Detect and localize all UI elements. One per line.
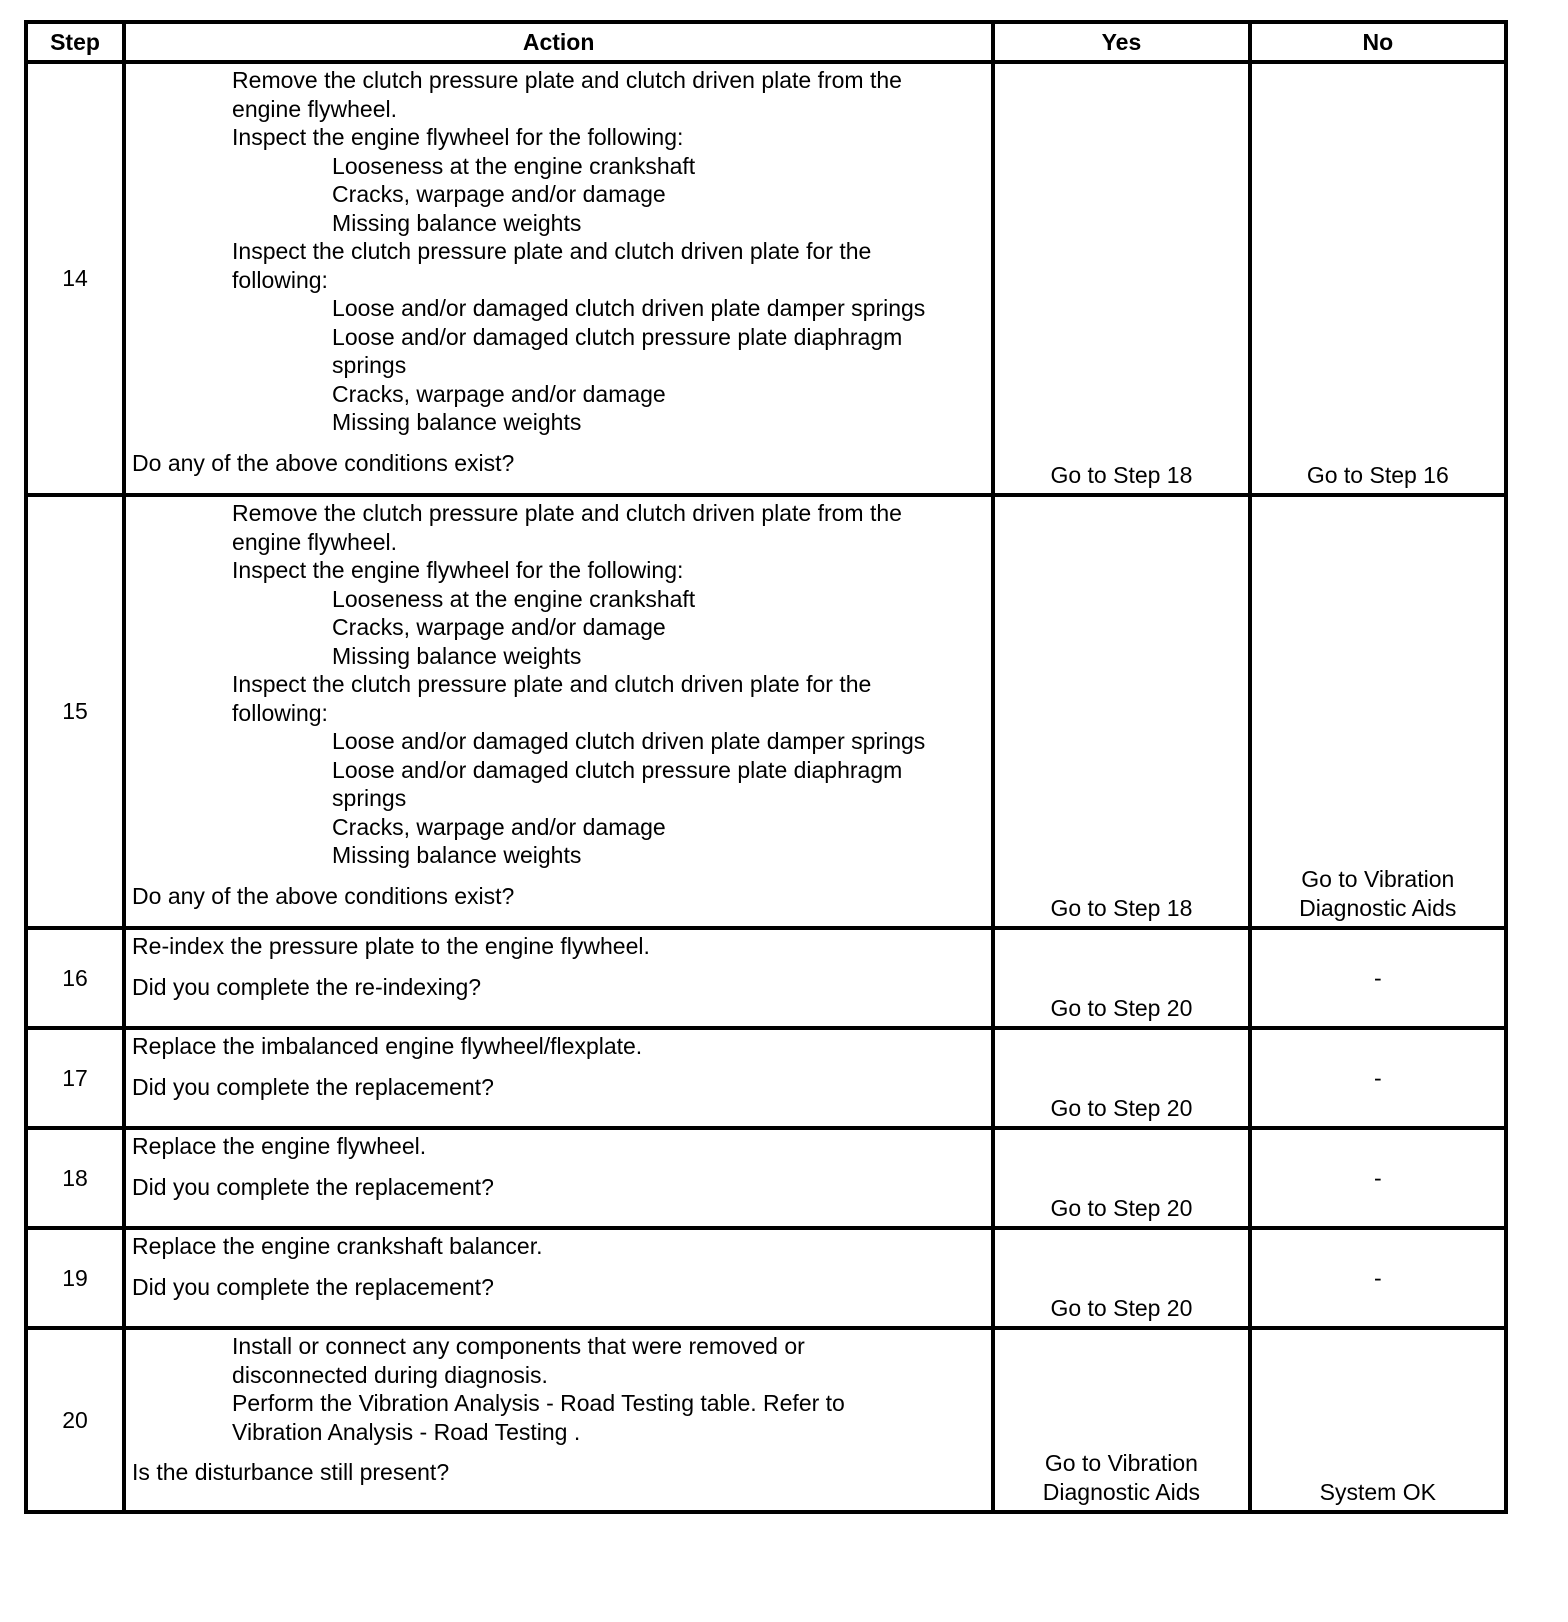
no-result: Go to Step 16 — [1250, 62, 1506, 495]
action-cell — [124, 1228, 993, 1328]
action-line: Loose and/or damaged clutch pressure plate diaphragm — [332, 323, 903, 350]
action-line: Inspect the engine flywheel for the following: — [232, 557, 684, 583]
table-row — [26, 1328, 1506, 1512]
header-yes: Yes — [993, 22, 1249, 62]
yes-result: Go to Step 20 — [993, 1028, 1249, 1128]
action-line: Loose and/or damaged clutch driven plate damper springs — [332, 295, 926, 321]
header-step: Step — [26, 22, 124, 62]
step-number: 15 — [26, 495, 124, 928]
action-line: disconnected during diagnosis. — [232, 1361, 548, 1388]
action-line: Looseness at the engine crankshaft — [332, 585, 696, 612]
action-line: Re-index the pressure plate to the engine flywheel. — [132, 933, 650, 959]
yes-result: Go to Step 18 — [993, 495, 1249, 928]
action-line: Vibration Analysis - Road Testing . — [232, 1418, 581, 1445]
action-line: Cracks, warpage and/or damage — [332, 614, 666, 640]
step-number: 20 — [26, 1328, 124, 1512]
action-line: Cracks, warpage and/or damage — [332, 181, 666, 207]
yes-result — [993, 1328, 1249, 1512]
action-line: Perform the Vibration Analysis - Road Testing table. Refer to — [232, 1390, 845, 1416]
action-line: Replace the engine crankshaft balancer. — [132, 1233, 543, 1259]
table-row — [26, 1128, 1506, 1228]
action-line: springs — [332, 352, 407, 378]
no-result-line: Diagnostic Aids — [1299, 894, 1457, 921]
action-question: Did you complete the re-indexing? — [132, 973, 482, 1000]
action-line: springs — [332, 785, 407, 811]
no-result: System OK — [1250, 1328, 1506, 1512]
action-line: Looseness at the engine crankshaft — [332, 152, 696, 179]
table-row — [26, 495, 1506, 928]
step-number: 14 — [26, 62, 124, 495]
table-row — [26, 62, 1506, 495]
action-question: Do any of the above conditions exist? — [132, 449, 515, 476]
action-question: Is the disturbance still present? — [132, 1459, 450, 1485]
action-line: engine flywheel. — [232, 528, 397, 555]
action-line: Loose and/or damaged clutch pressure plate diaphragm — [332, 756, 903, 783]
no-result-line: Go to Vibration — [1301, 866, 1455, 892]
action-line: Missing balance weights — [332, 409, 582, 435]
no-result: - — [1250, 1028, 1506, 1128]
table-row — [26, 1228, 1506, 1328]
action-line: following: — [232, 699, 328, 726]
action-line: Inspect the engine flywheel for the following: — [232, 124, 684, 150]
no-result: - — [1250, 1128, 1506, 1228]
step-number: 17 — [26, 1028, 124, 1128]
yes-result-line: Go to Vibration — [1044, 1450, 1198, 1476]
action-line: Missing balance weights — [332, 209, 582, 236]
yes-result-line: Diagnostic Aids — [1042, 1478, 1201, 1505]
action-question: Do any of the above conditions exist? — [132, 882, 515, 909]
no-result: - — [1250, 928, 1506, 1028]
header-row — [26, 22, 1506, 62]
yes-result: Go to Step 20 — [993, 928, 1249, 1028]
no-result: - — [1250, 1228, 1506, 1328]
table-row — [26, 928, 1506, 1028]
action-line: Replace the engine flywheel. — [132, 1133, 427, 1159]
header-no: No — [1250, 22, 1506, 62]
diagnostic-table — [24, 20, 1508, 1514]
step-number: 19 — [26, 1228, 124, 1328]
action-line: Remove the clutch pressure plate and clutch driven plate from the — [232, 500, 902, 526]
yes-result: Go to Step 18 — [993, 62, 1249, 495]
action-cell — [124, 1028, 993, 1128]
action-cell — [124, 928, 993, 1028]
action-line: Replace the imbalanced engine flywheel/flexplate. — [132, 1033, 643, 1059]
yes-result: Go to Step 20 — [993, 1128, 1249, 1228]
action-line: Inspect the clutch pressure plate and clutch driven plate for the — [232, 238, 872, 264]
action-line: Missing balance weights — [332, 842, 582, 868]
action-line: Missing balance weights — [332, 642, 582, 669]
action-line: Cracks, warpage and/or damage — [332, 380, 666, 407]
action-line: following: — [232, 266, 328, 293]
action-question: Did you complete the replacement? — [132, 1273, 494, 1300]
action-line: Inspect the clutch pressure plate and clutch driven plate for the — [232, 671, 872, 697]
action-line: Remove the clutch pressure plate and clutch driven plate from the — [232, 67, 902, 93]
action-cell — [124, 62, 993, 495]
no-result — [1250, 495, 1506, 928]
action-line: Loose and/or damaged clutch driven plate damper springs — [332, 728, 926, 754]
action-line: engine flywheel. — [232, 95, 397, 122]
step-number: 18 — [26, 1128, 124, 1228]
table-row — [26, 1028, 1506, 1128]
action-question: Did you complete the replacement? — [132, 1173, 494, 1200]
action-cell — [124, 1328, 993, 1512]
action-question: Did you complete the replacement? — [132, 1073, 494, 1100]
header-action: Action — [124, 22, 993, 62]
step-number: 16 — [26, 928, 124, 1028]
yes-result: Go to Step 20 — [993, 1228, 1249, 1328]
action-cell — [124, 1128, 993, 1228]
action-cell — [124, 495, 993, 928]
action-line: Cracks, warpage and/or damage — [332, 813, 666, 840]
action-line: Install or connect any components that were removed or — [232, 1333, 805, 1359]
